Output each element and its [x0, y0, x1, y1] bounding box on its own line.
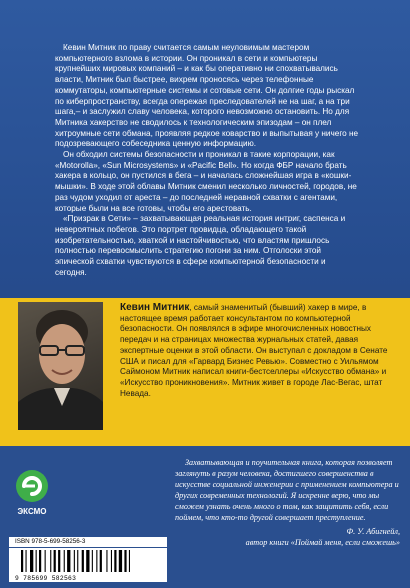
- barcode-bar: [30, 550, 33, 572]
- author-bio: [120, 303, 390, 399]
- barcode-bar: [26, 550, 27, 572]
- blurb-text: [55, 43, 359, 278]
- blurb-paragraph: «Призрак в Сети» – захватывающая реальная история интриг, саспенса и невероятных побегов. Это портрет провидца, обладающего такой изобретательностью, хваткой и настойчивостью, что властям пришлось полностью перевосмыслить стратегию погони за ним. Отголоски этой эпической схватки чувствуются в сфере компьютерной безопасности и сегодня.: [55, 214, 346, 277]
- quote-text: Захватывающая и поучительная книга, которая позволяет заглянуть в разум человека, достигшего совершенства в искусстве социальной инженерии с применением компьютера и других современных технологий. Я искренне верю, что мы сможем узнать очень много о том, как защитить себя, если поймем, что кто-то другой совершает преступление.: [175, 458, 399, 522]
- barcode-bar: [67, 550, 70, 572]
- barcode-bar: [21, 550, 23, 572]
- isbn-label: ISBN 978-5-699-58256-3: [9, 537, 167, 547]
- author-portrait-illustration: [18, 302, 103, 430]
- barcode-bar: [129, 550, 130, 572]
- quote-attribution: [175, 526, 400, 548]
- barcode-bar: [77, 550, 78, 572]
- barcode-bars: [9, 548, 167, 574]
- author-bio-text: , самый знаменитый (бывший) хакер в мире, в настоящее время работает консультантом по компьютерной безопасности. Он появлялся в эфире многочисленных новостных передач и на страницах множества журнальных статей, давая экспертные оценки в этой области. Он выступал с докладом в Сенате США и писал для «Гарвард Бизнес Ревью». Совместно с Уильямом Саймоном Митник написал книги-бестселлеры «Искусство обмана» и «Искусство проникновения». Митник живет в городе Лас-Вегас, штат Невада.: [120, 303, 388, 398]
- barcode-bar: [39, 550, 41, 572]
- blurb-paragraph: Он обходил системы безопасности и проникал в такие корпорации, как «Motorolla», «Sun Microsystems» и «Pacific Bell». Но когда ФБР начало брать хакера в кольцо, он пустился в бега – и началась сложнейшая игра в «кошки-мышки». В ходе этой облавы Митник сменил несколько личностей, городов, не раз чудом уходил от ареста – до последней неравной схватки с агентами, которые были на все готовы, чтобы его арестовать.: [55, 150, 357, 213]
- barcode-bar: [64, 550, 65, 572]
- barcode-bar: [114, 550, 116, 572]
- barcode-bar: [100, 550, 102, 572]
- author-name: Кевин Митник: [120, 302, 190, 313]
- review-quote: [175, 457, 400, 548]
- barcode-bar: [124, 550, 126, 572]
- barcode-bar: [36, 550, 37, 572]
- barcode-bar: [86, 550, 89, 572]
- barcode: [9, 548, 167, 582]
- barcode-bar: [82, 550, 84, 572]
- eksmo-logo-icon: [15, 468, 49, 520]
- quote-source: автор книги «Поймай меня, если сможешь»: [245, 538, 400, 547]
- svg-text:ЭКСМО: ЭКСМО: [17, 507, 47, 516]
- barcode-digits: 9 785699 582563: [15, 575, 77, 582]
- eksmo-logo: [15, 468, 49, 520]
- barcode-bar: [54, 550, 56, 572]
- barcode-bar: [96, 550, 97, 572]
- barcode-bar: [74, 550, 75, 572]
- barcode-bar: [50, 550, 51, 572]
- barcode-bar: [119, 550, 122, 572]
- blurb-paragraph: Кевин Митник по праву считается самым неуловимым мастером компьютерного взлома в истории. Он проникал в сети и компьютеры крупнейших мировых компаний – и как бы оперативно ни спохватывались власти, Митник был быстрее, вихрем проносясь через телефонные коммутаторы, компьютерные системы и сотовые сети. Он долгие годы рыскал по киберпространству, всегда опережая преследователей не на шаг, а на три шага,– и заслужил славу человека, которого невозможно остановить. Но для Митника хакерство не сводилось к технологическим эпизодам – он плел хитроумные сети обмана, проявляя редкое коварство и выпытывая у ничего не подозревающего собеседника ценную информацию.: [55, 43, 359, 149]
- barcode-bar: [92, 550, 93, 572]
- author-photo: [18, 302, 103, 430]
- barcode-bar: [111, 550, 112, 572]
- barcode-bar: [58, 550, 60, 572]
- barcode-bar: [106, 550, 107, 572]
- quote-author: Ф. У. Абигнейл,: [346, 527, 400, 536]
- barcode-bar: [45, 550, 46, 572]
